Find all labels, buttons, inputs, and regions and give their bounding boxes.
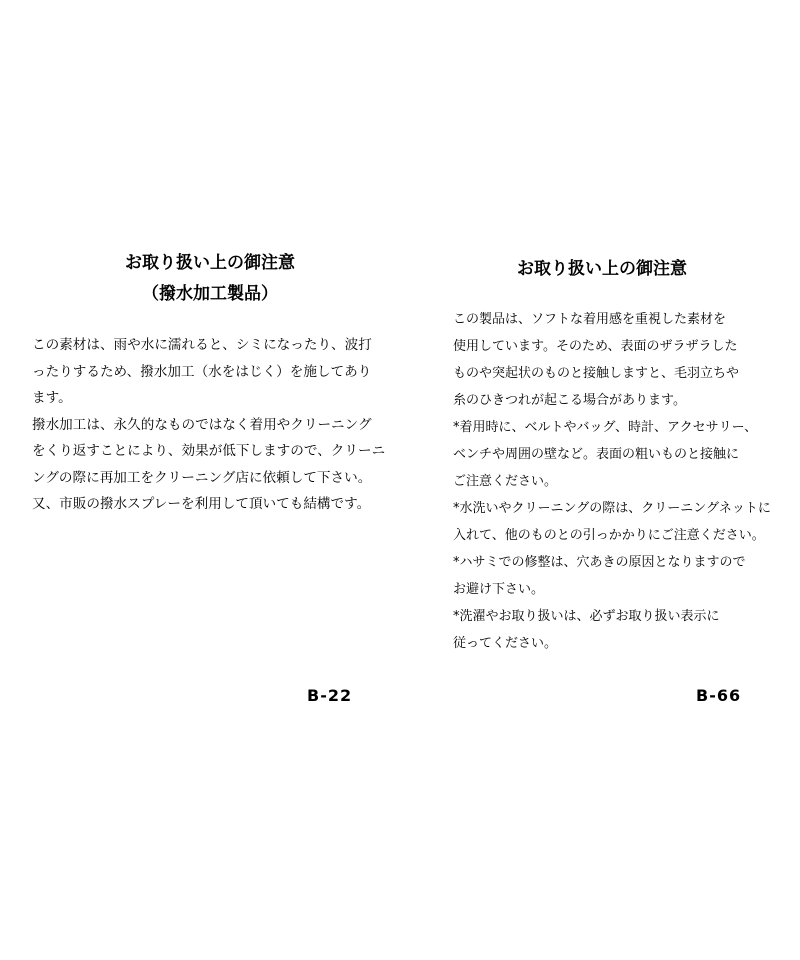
left-card-line: ったりするため、撥水加工（水をはじく）を施してあり	[32, 363, 372, 380]
right-card-line: 使用しています。そのため、表面のザラザラした	[453, 339, 738, 354]
right-card-body	[432, 306, 772, 657]
right-card-line: この製品は、ソフトな着用感を重視した素材を	[453, 312, 727, 327]
right-card-line: *着用時に、ベルトやバッグ、時計、アクセサリー、	[453, 420, 758, 435]
left-card-line: 又、市販の撥水スプレーを利用して頂いても結構です。	[32, 496, 371, 512]
right-card-line: 入れて、他のものとの引っかかりにご注意ください。	[453, 528, 765, 543]
care-card-left	[20, 248, 400, 518]
left-card-subtitle: （撥水加工製品）	[142, 284, 278, 304]
care-card-right	[432, 254, 772, 657]
right-card-line: ものや突起状のものと接触しますと、毛羽立ちや	[453, 366, 740, 381]
left-card-line: ます。	[32, 390, 72, 406]
right-card-line: *水洗いやクリーニングの際は、クリーニングネットに	[453, 501, 771, 516]
right-card-line: 糸のひきつれが起こる場合があります。	[453, 393, 686, 408]
left-card-line: 撥水加工は、永久的なものではなく着用やクリーニング	[32, 416, 372, 433]
right-card-line: ベンチや周囲の壁など。表面の粗いものと接触に	[453, 447, 740, 462]
left-card-line: この素材は、雨や水に濡れると、シミになったり、波打	[32, 337, 372, 353]
left-card-code: B-22	[307, 686, 353, 705]
left-card-title: お取り扱い上の御注意	[125, 253, 295, 273]
right-card-line: 従ってください。	[453, 636, 558, 651]
left-card-line: ングの際に再加工をクリーニング店に依頼して下さい。	[32, 469, 372, 486]
right-card-line: ご注意ください。	[453, 474, 558, 489]
right-card-line: *ハサミでの修整は、穴あきの原因となりますので	[453, 555, 746, 570]
right-card-line: お避け下さい。	[453, 582, 545, 597]
left-card-line: をくり返すことにより、効果が低下しますので、クリーニ	[32, 443, 386, 459]
right-card-code: B-66	[696, 686, 742, 705]
right-card-title: お取り扱い上の御注意	[517, 259, 687, 279]
left-card-body	[20, 332, 400, 518]
right-card-line: *洗濯やお取り扱いは、必ずお取り扱い表示に	[453, 609, 720, 624]
